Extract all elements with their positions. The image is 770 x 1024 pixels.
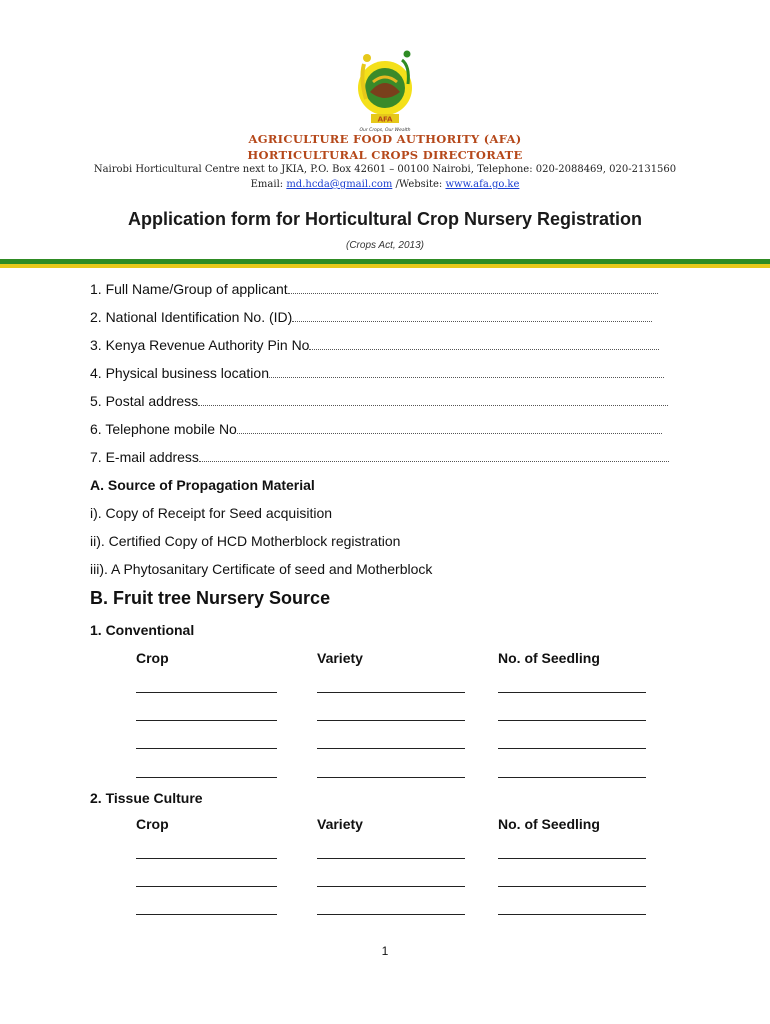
col-crop: Crop (136, 816, 169, 832)
field-kra-pin[interactable] (90, 337, 685, 353)
conventional-variety-blank[interactable] (317, 692, 465, 693)
tissue-variety-blank[interactable] (317, 886, 465, 887)
header-divider-yellow (0, 264, 770, 268)
col-crop: Crop (136, 650, 169, 666)
tissue-seedling-blank[interactable] (498, 858, 646, 859)
page-number: 1 (381, 944, 389, 958)
field-national-id[interactable] (90, 309, 685, 325)
col-variety: Variety (317, 816, 363, 832)
conventional-crop-blank[interactable] (136, 692, 277, 693)
field-email[interactable] (90, 449, 685, 465)
doc-item-motherblock: ii). Certified Copy of HCD Motherblock registration (90, 533, 401, 549)
col-seedlings: No. of Seedling (498, 816, 600, 832)
field-business-location[interactable] (90, 365, 685, 381)
form-title: Application form for Horticultural Crop Nursery Registration (127, 209, 643, 229)
doc-item-receipt: i). Copy of Receipt for Seed acquisition (90, 505, 333, 521)
col-seedlings: No. of Seedling (498, 650, 600, 666)
field-label: 1. Full Name/Group of applicant (90, 281, 288, 297)
org-address: Nairobi Horticultural Centre next to JKIA, P.O. Box 42601 – 00100 Nairobi, Telephone: 020-2088469, 020-2131560 (93, 164, 677, 175)
field-label: 4. Physical business location (90, 365, 269, 381)
field-full-name[interactable] (90, 281, 685, 297)
conventional-variety-blank[interactable] (317, 748, 465, 749)
tissue-crop-blank[interactable] (136, 858, 277, 859)
tissue-variety-blank[interactable] (317, 858, 465, 859)
form-subtitle: (Crops Act, 2013) (346, 240, 424, 251)
field-label: 3. Kenya Revenue Authority Pin No (90, 337, 310, 353)
section-b-title: B. Fruit tree Nursery Source (90, 588, 331, 608)
logo-tagline: Our Crops, Our Wealth (359, 128, 411, 133)
field-blank[interactable] (198, 393, 668, 406)
field-label: 2. National Identification No. (ID) (90, 309, 293, 325)
logo-text: AFA (377, 115, 393, 124)
field-postal-address[interactable] (90, 393, 685, 409)
org-contact (0, 179, 770, 190)
tissue-crop-blank[interactable] (136, 914, 277, 915)
conventional-crop-blank[interactable] (136, 777, 277, 778)
org-name: AGRICULTURE FOOD AUTHORITY (AFA) (248, 132, 522, 146)
field-telephone[interactable] (90, 421, 685, 437)
field-label: 6. Telephone mobile No (90, 421, 237, 437)
field-blank[interactable] (237, 421, 662, 434)
field-label: 5. Postal address (90, 393, 199, 409)
directorate-name: HORTICULTURAL CROPS DIRECTORATE (247, 148, 523, 162)
website-label: /Website: (392, 179, 446, 190)
col-variety: Variety (317, 650, 363, 666)
tissue-crop-blank[interactable] (136, 886, 277, 887)
tissue-variety-blank[interactable] (317, 914, 465, 915)
tissue-seedling-blank[interactable] (498, 914, 646, 915)
email-label: Email: (250, 179, 287, 190)
field-blank[interactable] (292, 309, 652, 322)
field-label: 7. E-mail address (90, 449, 199, 465)
afa-logo (340, 44, 430, 134)
conventional-seedling-blank[interactable] (498, 748, 646, 749)
conventional-heading: 1. Conventional (90, 622, 195, 638)
website-link[interactable]: www.afa.go.ke (445, 179, 520, 190)
conventional-seedling-blank[interactable] (498, 777, 646, 778)
email-link[interactable]: md.hcda@gmail.com (286, 179, 393, 190)
doc-item-phytosanitary: iii). A Phytosanitary Certificate of seed and Motherblock (90, 561, 433, 577)
field-blank[interactable] (288, 281, 658, 294)
tissue-seedling-blank[interactable] (498, 886, 646, 887)
conventional-variety-blank[interactable] (317, 720, 465, 721)
conventional-variety-blank[interactable] (317, 777, 465, 778)
field-blank[interactable] (199, 449, 669, 462)
tissue-culture-heading: 2. Tissue Culture (90, 790, 203, 806)
conventional-crop-blank[interactable] (136, 748, 277, 749)
section-a-title: A. Source of Propagation Material (90, 477, 315, 493)
conventional-seedling-blank[interactable] (498, 720, 646, 721)
field-blank[interactable] (309, 337, 659, 350)
conventional-seedling-blank[interactable] (498, 692, 646, 693)
conventional-crop-blank[interactable] (136, 720, 277, 721)
field-blank[interactable] (269, 365, 664, 378)
